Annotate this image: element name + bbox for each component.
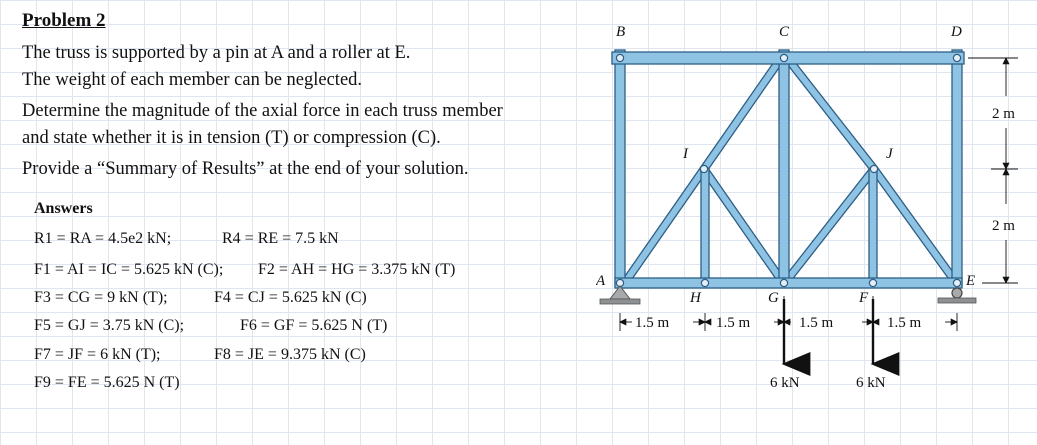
member-ig	[701, 167, 788, 286]
answer-item: R1 = RA = 4.5e2 kN;	[34, 230, 172, 247]
label-h: H	[690, 290, 701, 306]
pin-g	[780, 279, 787, 286]
dimension-label: 1.5 m	[716, 315, 751, 331]
member-cj	[781, 52, 878, 171]
answers-title: Answers	[34, 200, 93, 217]
member-ab	[615, 50, 625, 286]
load-label: 6 kN	[856, 375, 886, 391]
member-jf	[869, 169, 877, 284]
dimension-label: 2 m	[992, 106, 1015, 122]
pin-j	[870, 165, 877, 172]
member-ih	[701, 169, 709, 284]
pin-e	[953, 279, 960, 286]
label-g: G	[768, 290, 779, 306]
pin-c	[780, 54, 787, 61]
pin-b	[616, 54, 623, 61]
answer-item: F5 = GJ = 3.75 kN (C);	[34, 317, 185, 334]
problem-line: Determine the magnitude of the axial force in each truss member	[22, 101, 503, 121]
label-i: I	[683, 146, 688, 162]
member-je	[871, 167, 961, 286]
pin-i	[700, 165, 707, 172]
answer-item: F2 = AH = HG = 3.375 kN (T)	[258, 261, 456, 278]
dimension-label: 1.5 m	[635, 315, 670, 331]
answer-item: F3 = CG = 9 kN (T);	[34, 289, 168, 306]
problem-line: Provide a “Summary of Results” at the end of your solution.	[22, 159, 469, 179]
pin-support-a	[600, 286, 640, 304]
problem-line: The weight of each member can be neglected.	[22, 70, 363, 90]
label-e: E	[966, 273, 976, 289]
roller-support-e	[938, 288, 976, 303]
member-cg	[779, 50, 789, 286]
member-gj	[781, 167, 878, 286]
answer-item: F7 = JF = 6 kN (T);	[34, 346, 161, 363]
problem-line: The truss is supported by a pin at A and a roller at E.	[22, 43, 411, 63]
problem-line: and state whether it is in tension (T) or compression (C).	[22, 128, 441, 148]
label-b: B	[616, 24, 626, 40]
label-d: D	[951, 24, 962, 40]
load-arrows	[784, 299, 873, 364]
dimension-label: 1.5 m	[799, 315, 834, 331]
label-j: J	[886, 146, 893, 162]
problem-statement	[22, 10, 592, 183]
member-ai	[621, 167, 708, 286]
answer-item: F4 = CJ = 5.625 kN (C)	[214, 289, 367, 306]
dimension-label: 1.5 m	[887, 315, 922, 331]
answer-item: F1 = AI = IC = 5.625 kN (C);	[34, 261, 224, 278]
pin-f	[869, 279, 876, 286]
label-f: F	[859, 290, 869, 306]
answer-item: F9 = FE = 5.625 N (T)	[34, 374, 180, 391]
vertical-dimension-lines	[968, 58, 1018, 283]
member-de	[952, 50, 962, 286]
member-ic	[701, 52, 788, 171]
answer-item: R4 = RE = 7.5 kN	[222, 230, 339, 247]
pin-d	[953, 54, 960, 61]
truss-diagonals	[621, 52, 961, 286]
label-a: A	[596, 273, 606, 289]
pin-h	[701, 279, 708, 286]
member-bottom-chord	[615, 278, 962, 288]
truss-straight-members	[615, 50, 962, 288]
answer-item: F8 = JE = 9.375 kN (C)	[214, 346, 366, 363]
problem-title: Problem 2	[22, 10, 106, 31]
label-c: C	[779, 24, 790, 40]
dimension-label: 2 m	[992, 218, 1015, 234]
truss-figure	[596, 8, 1032, 393]
answer-item: F6 = GF = 5.625 N (T)	[240, 317, 388, 334]
load-label: 6 kN	[770, 375, 800, 391]
